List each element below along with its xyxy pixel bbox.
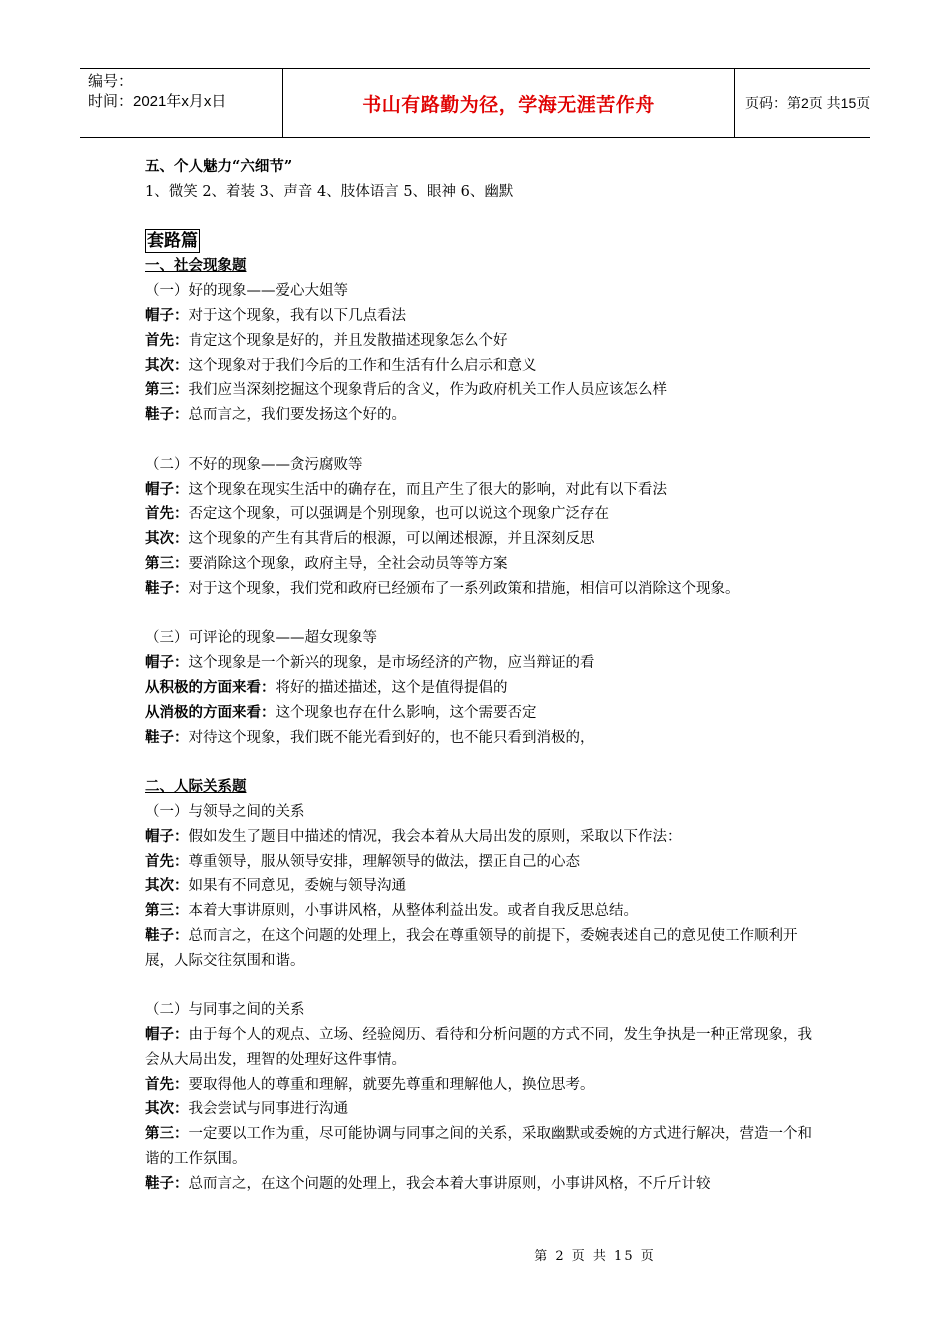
content-row bbox=[145, 1023, 813, 1073]
content-row bbox=[145, 552, 813, 577]
content-row bbox=[145, 1172, 813, 1197]
content-row bbox=[145, 354, 813, 379]
row-label: 帽子： bbox=[145, 827, 189, 845]
row-text: 总而言之，我们要发扬这个好的。 bbox=[188, 407, 406, 424]
content-row bbox=[145, 676, 813, 701]
row-text: 对待这个现象，我们既不能光看到好的，也不能只看到消极的， bbox=[188, 729, 595, 746]
row-text: 否定这个现象，可以强调是个别现象，也可以说这个现象广泛存在 bbox=[188, 506, 609, 523]
row-text: 要消除这个现象，政府主导，全社会动员等等方案 bbox=[188, 555, 508, 572]
row-label: 鞋子： bbox=[145, 1174, 189, 1192]
row-text: 这个现象也存在什么影响，这个需要否定 bbox=[275, 704, 537, 721]
subsection-heading-good: （一）好的现象——爱心大姐等 bbox=[145, 283, 348, 300]
row-text: 要取得他人的尊重和理解，就要先尊重和理解他人，换位思考。 bbox=[188, 1076, 595, 1093]
row-text: 如果有不同意见，委婉与领导沟通 bbox=[188, 878, 406, 895]
content-row bbox=[145, 577, 813, 602]
content-row bbox=[145, 502, 813, 527]
row-text: 我们应当深刻挖掘这个现象背后的含义，作为政府机关工作人员应该怎么样 bbox=[188, 382, 667, 399]
row-label: 其次： bbox=[145, 356, 189, 374]
row-label: 帽子： bbox=[145, 480, 189, 498]
content-row bbox=[145, 1097, 813, 1122]
row-text: 这个现象在现实生活中的确存在，而且产生了很大的影响，对此有以下看法 bbox=[188, 481, 667, 498]
row-text: 对于这个现象，我们党和政府已经颁布了一系列政策和措施，相信可以消除这个现象。 bbox=[188, 580, 740, 597]
row-text: 假如发生了题目中描述的情况，我会本着从大局出发的原则，采取以下作法： bbox=[188, 828, 682, 845]
subsection-heading-debatable: （三）可评论的现象——超女现象等 bbox=[145, 630, 377, 647]
content-row bbox=[145, 874, 813, 899]
row-label: 鞋子： bbox=[145, 406, 189, 424]
row-label: 从消极的方面来看： bbox=[145, 703, 276, 721]
row-text: 本着大事讲原则，小事讲风格，从整体利益出发。或者自我反思总结。 bbox=[188, 903, 638, 920]
page-header bbox=[80, 68, 870, 138]
row-text: 我会尝试与同事进行沟通 bbox=[188, 1101, 348, 1118]
row-label: 首先： bbox=[145, 331, 189, 349]
row-text: 这个现象的产生有其背后的根源，可以阐述根源，并且深刻反思 bbox=[188, 531, 595, 548]
row-label: 其次： bbox=[145, 1100, 189, 1118]
chapter-title: 套路篇 bbox=[147, 230, 198, 251]
subsection-heading-leader: （一）与领导之间的关系 bbox=[145, 803, 305, 820]
row-label: 从积极的方面来看： bbox=[145, 678, 276, 696]
content-row bbox=[145, 726, 813, 751]
row-text: 这个现象是一个新兴的现象，是市场经济的产物，应当辩证的看 bbox=[188, 655, 595, 672]
section-title-social: 一、社会现象题 bbox=[145, 257, 247, 275]
row-text: 肯定这个现象是好的，并且发散描述现象怎么个好 bbox=[188, 332, 508, 349]
row-text: 将好的描述描述，这个是值得提倡的 bbox=[275, 679, 508, 696]
row-label: 其次： bbox=[145, 530, 189, 548]
row-label: 帽子： bbox=[145, 306, 189, 324]
row-label: 帽子： bbox=[145, 654, 189, 672]
content-row bbox=[145, 478, 813, 503]
content-row bbox=[145, 850, 813, 875]
row-label: 鞋子： bbox=[145, 926, 189, 944]
document-date: 时间：2021年x月x日 bbox=[88, 93, 227, 110]
content-row bbox=[145, 825, 813, 850]
header-motto: 书山有路勤为径，学海无涯苦作舟 bbox=[282, 69, 735, 137]
content-row bbox=[145, 304, 813, 329]
content-row bbox=[145, 924, 813, 974]
content-row bbox=[145, 378, 813, 403]
row-label: 首先： bbox=[145, 1075, 189, 1093]
row-label: 第三： bbox=[145, 381, 189, 399]
content-row bbox=[145, 1122, 813, 1172]
document-number: 编号： bbox=[88, 73, 134, 90]
charm-items: 1、微笑 2、着装 3、声音 4、肢体语言 5、眼神 6、幽默 bbox=[145, 183, 514, 200]
subsection-heading-colleague: （二）与同事之间的关系 bbox=[145, 1002, 305, 1019]
content-row bbox=[145, 403, 813, 428]
content-row bbox=[145, 651, 813, 676]
section-title-charm: 五、个人魅力“六细节” bbox=[145, 158, 293, 175]
header-meta bbox=[80, 69, 282, 137]
row-label: 第三： bbox=[145, 1125, 189, 1143]
document-body bbox=[145, 155, 813, 1197]
row-text: 一定要以工作为重，尽可能协调与同事之间的关系，采取幽默或委婉的方式进行解决，营造一个和谐的工作氛围。 bbox=[145, 1126, 812, 1168]
row-label: 首先： bbox=[145, 505, 189, 523]
row-text: 尊重领导，服从领导安排，理解领导的做法，摆正自己的心态 bbox=[188, 853, 580, 870]
row-text: 由于每个人的观点、立场、经验阅历、看待和分析问题的方式不同，发生争执是一种正常现象，我会从大局出发，理智的处理好这件事情。 bbox=[145, 1027, 812, 1068]
row-text: 对于这个现象，我有以下几点看法 bbox=[188, 307, 406, 324]
row-label: 其次： bbox=[145, 877, 189, 895]
row-label: 第三： bbox=[145, 902, 189, 920]
content-row bbox=[145, 329, 813, 354]
page-footer: 第 2 页 共 15 页 bbox=[534, 1249, 656, 1264]
row-text: 总而言之，在这个问题的处理上，我会在尊重领导的前提下，委婉表述自己的意见使工作顺利开展，人际交往氛围和谐。 bbox=[145, 927, 798, 969]
content-row bbox=[145, 899, 813, 924]
row-label: 鞋子： bbox=[145, 579, 189, 597]
row-text: 这个现象对于我们今后的工作和生活有什么启示和意义 bbox=[188, 357, 537, 374]
section-title-interpersonal: 二、人际关系题 bbox=[145, 778, 247, 796]
content-row bbox=[145, 527, 813, 552]
row-label: 第三： bbox=[145, 554, 189, 572]
row-text: 总而言之，在这个问题的处理上，我会本着大事讲原则，小事讲风格，不斤斤计较 bbox=[188, 1175, 711, 1192]
header-page-number: 页码：第2页 共15页 bbox=[745, 95, 871, 111]
row-label: 鞋子： bbox=[145, 728, 189, 746]
row-label: 首先： bbox=[145, 852, 189, 870]
subsection-heading-bad: （二）不好的现象——贪污腐败等 bbox=[145, 456, 363, 473]
row-label: 帽子： bbox=[145, 1026, 189, 1044]
content-row bbox=[145, 701, 813, 726]
content-row bbox=[145, 1073, 813, 1098]
